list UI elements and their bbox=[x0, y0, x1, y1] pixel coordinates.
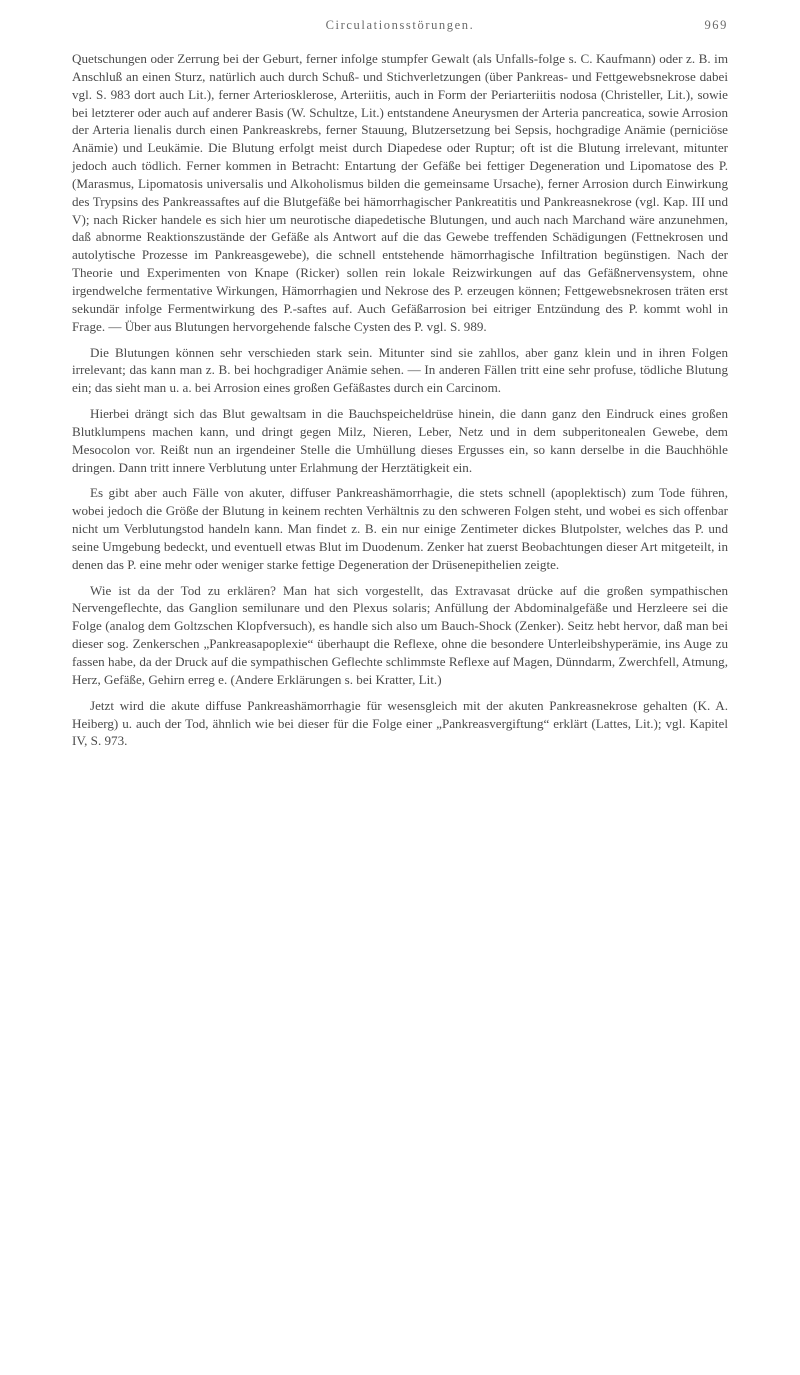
paragraph-2: Die Blutungen können sehr verschieden stark sein. Mitunter sind sie zahllos, aber ganz klein und in ihren Folgen irrelevant; das kann man z. B. bei hochgradiger Anämie sehen. — In anderen Fällen tritt eine sehr profuse, tödliche Blutung ein; das sieht man u. a. bei Arrosion eines großen Gefäßastes durch ein Carcinom. bbox=[72, 344, 728, 396]
running-title: Circulationsstörungen. bbox=[325, 18, 475, 32]
page-number: 969 bbox=[704, 18, 728, 32]
running-header bbox=[72, 18, 728, 44]
paragraph-5: Wie ist da der Tod zu erklären? Man hat sich vorgestellt, das Extravasat drücke auf die großen sympathischen Nervengeflechte, das Ganglion semilunare und den Plexus solaris; Anfüllung der Abdominalgefäße und Herzleere sei die Folge (analog dem Goltzschen Klopfversuch), es handle sich also um Bauch-Shock (Zenker). Seitz hebt hervor, daß man bei dieser sog. Zenkerschen „Pankreasapoplexie“ überhaupt die Reflexe, ohne die besondere Unterleibshyperämie, ins Auge zu fassen habe, da der Druck auf die sympathischen Geflechte schlimmste Reflexe auf Magen, Dünndarm, Zwerchfell, Atmung, Herz, Gefäße, Gehirn erreg e. (Andere Erklärungen s. bei Kratter, Lit.) bbox=[72, 582, 728, 687]
paragraph-6: Jetzt wird die akute diffuse Pankreashämorrhagie für wesensgleich mit der akuten Pankreasnekrose gehalten (K. A. Heiberg) u. auch der Tod, ähnlich wie bei dieser für die Folge einer „Pankreasvergiftung“ erklärt (Lattes, Lit.); vgl. Kapitel IV, S. 973. bbox=[72, 697, 728, 749]
paragraph-4: Es gibt aber auch Fälle von akuter, diffuser Pankreashämorrhagie, die stets schnell (apoplektisch) zum Tode führen, wobei jedoch die Größe der Blutung in keinem rechten Verhältnis zu den schweren Folgen steht, und wobei es sich offenbar nicht um Verblutungstod handeln kann. Man findet z. B. ein nur einige Zentimeter dickes Blutpolster, welches das P. und seine Umgebung bedeckt, und eventuell etwas Blut im Duodenum. Zenker hat zuerst Beobachtungen dieser Art mitgeteilt, in denen das P. eine mehr oder weniger starke fettige Degeneration der Drüsenepithelien zeigte. bbox=[72, 485, 728, 572]
paragraph-3: Hierbei drängt sich das Blut gewaltsam in die Bauchspeicheldrüse hinein, die dann ganz den Eindruck eines großen Blutklumpens machen kann, und dringt gegen Milz, Nieren, Leber, Netz und in dem subperitonealen Gewebe, dem Mesocolon vor. Reißt nun an irgendeiner Stelle die Umhüllung dieses Ergusses ein, so kann derselbe in die Bauchhöhle dringen. Dann tritt innere Verblutung unter Erlahmung der Herztätigkeit ein. bbox=[72, 406, 728, 475]
body-text bbox=[72, 50, 728, 750]
document-page bbox=[72, 18, 728, 750]
paragraph-1: Quetschungen oder Zerrung bei der Geburt, ferner infolge stumpfer Gewalt (als Unfalls-folge s. C. Kaufmann) oder z. B. im Anschluß an einen Sturz, natürlich auch durch Schuß- und Stichverletzungen (über Pankreas- und Fettgewebsnekrose dabei vgl. S. 983 dort auch Lit.), ferner Arteriosklerose, Arteriitis, auch in Form der Periarteriitis nodosa (Christeller, Lit.), sowie bei letzterer oder auch auf anderer Basis (W. Schultze, Lit.) entstandene Aneurysmen der Arteria pancreatica, sowie Arrosion der Arteria lienalis durch einen Pankreaskrebs, ferner Stauung, Blutzersetzung bei Sepsis, hochgradige Anämie (perniciöse Anämie) und Leukämie. Die Blutung erfolgt meist durch Diapedese oder Ruptur; oft ist die Blutung irrelevant, mitunter jedoch auch tödlich. Ferner kommen in Betracht: Entartung der Gefäße bei fettiger Degeneration und Lipomatose des P. (Marasmus, Lipomatosis universalis und Alkoholismus bilden die gemeinsame Ursache), ferner Arrosion durch Einwirkung des Trypsins des Pankreassaftes auf die Blutgefäße bei hämorrhagischer Pankreatitis und Pankreasnekrose (vgl. Kap. III und V); nach Ricker handele es sich hier um neurotische diapedetische Blutungen, und auch nach Marchand wäre anzunehmen, daß abnorme Reaktionszustände der Gefäße als Antwort auf die das Gewebe treffenden Schädigungen (Fettnekrosen und autolytische Prozesse im Pankreasgewebe), die schnell entstehende hämorrhagische Infiltration begünstigen. Nach der Theorie und Experimenten von Knape (Ricker) sollen rein lokale Reizwirkungen auf das Gefäßnervensystem, ohne irgendwelche fermentative Wirkungen, Hämorrhagien und Nekrose des P. erzeugen können; Fettgewebsnekrosen träten erst sekundär infolge Fermentwirkung des P.-saftes auf. Auch Gefäßarrosion bei eitriger Entzündung des P. kommt wohl in Frage. — Über aus Blutungen hervorgehende falsche Cysten des P. vgl. S. 989. bbox=[72, 51, 728, 334]
